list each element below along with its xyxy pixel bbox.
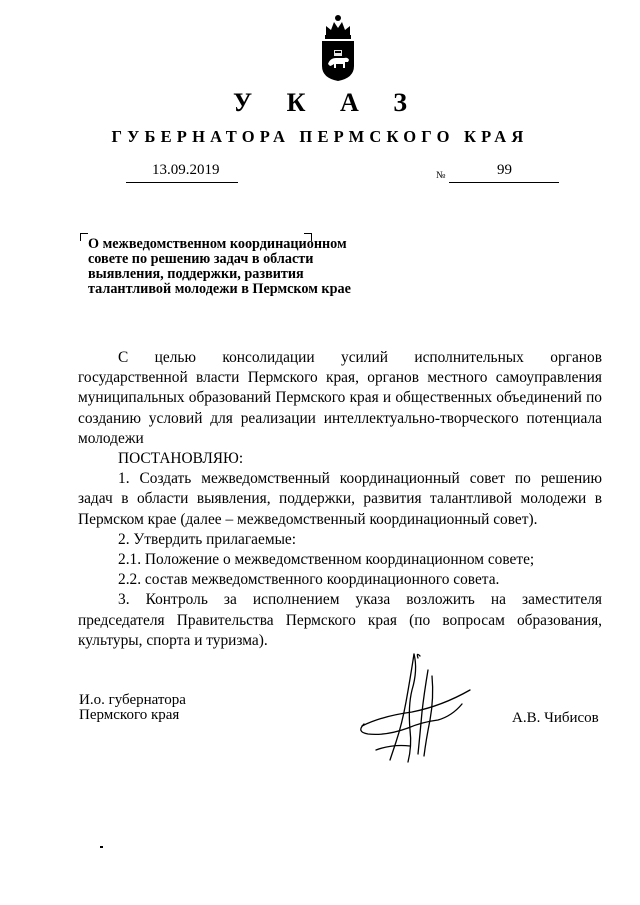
document-subject: О межведомственном координационном совете по решению задач в области выявления, поддержки, развития талантливой молодежи в Пермском крае xyxy=(88,236,351,297)
date-underline xyxy=(126,182,238,183)
number-sign: № xyxy=(436,170,446,181)
document-body xyxy=(78,348,602,651)
page-mark xyxy=(100,846,103,848)
decree-word: ПОСТАНОВЛЯЮ: xyxy=(118,450,244,468)
body-item: 1. Создать межведомственный координационный совет по решению задач в области выявления, поддержки, развития талантливой молодежи в Пермском крае (далее – межведомственный координационный совет). xyxy=(78,470,602,528)
signer-position-line1: И.о. губернатора xyxy=(79,692,186,708)
signer-position-line2: Пермского края xyxy=(79,707,180,723)
signer-name: А.В. Чибисов xyxy=(512,710,599,726)
document-subtitle: ГУБЕРНАТОРА ПЕРМСКОГО КРАЯ xyxy=(111,127,529,146)
number-underline xyxy=(449,182,559,183)
subject-bracket-left xyxy=(80,233,88,241)
document-date: 13.09.2019 xyxy=(152,162,220,178)
body-item: 2.1. Положение о межведомственном координационном совете; xyxy=(118,551,535,569)
body-item: 3. Контроль за исполнением указа возложить на заместителя председателя Правительства Пермского края (по вопросам образования, культуры, спорта и туризма). xyxy=(78,591,602,649)
coat-of-arms-icon xyxy=(318,14,358,82)
document-title: У К А З xyxy=(233,88,421,117)
document-number: 99 xyxy=(497,162,512,178)
handwritten-signature-icon xyxy=(352,650,482,765)
body-item: 2.2. состав межведомственного координационного совета. xyxy=(118,571,500,589)
body-item: 2. Утвердить прилагаемые: xyxy=(118,530,297,548)
body-intro: С целью консолидации усилий исполнительных органов государственной власти Пермского края, органов местного самоуправления муниципальных образований Пермского края и общественных объединений по созданию условий для реализации интеллектуально-творческого потенциала молодежи xyxy=(78,349,602,447)
signer-position xyxy=(79,693,186,723)
